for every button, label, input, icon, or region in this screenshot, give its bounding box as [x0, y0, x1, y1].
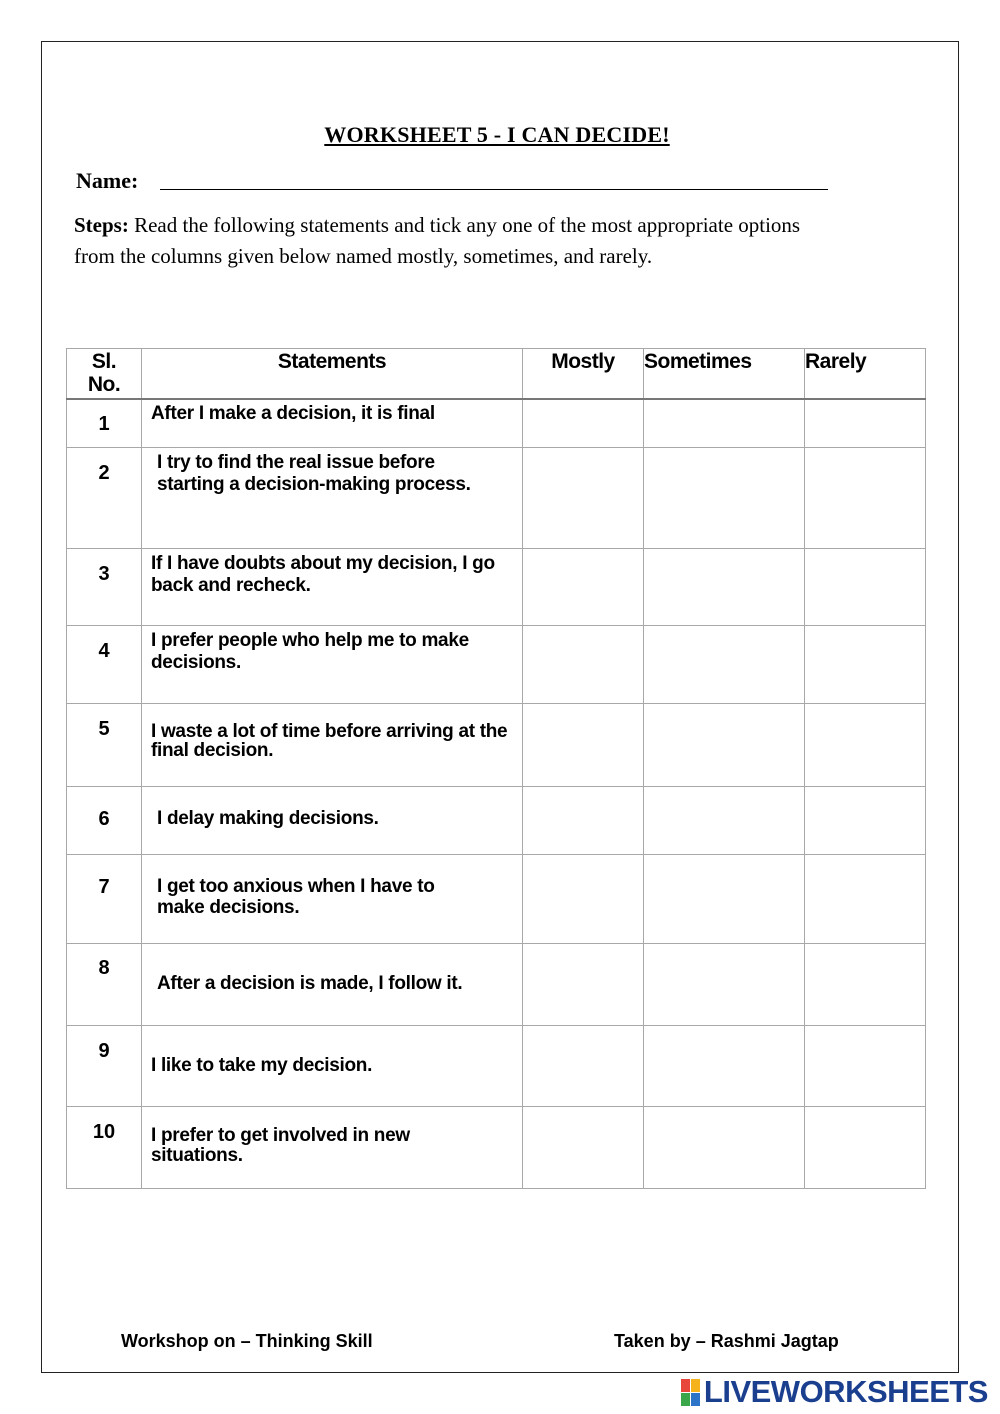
- row-statement: If I have doubts about my decision, I go back and recheck.: [142, 549, 523, 626]
- decision-table: [66, 348, 926, 1189]
- table-row: [67, 704, 926, 787]
- header-serial-line1: Sl.: [91, 350, 117, 373]
- row-number: 6: [67, 787, 142, 855]
- row-number: 10: [67, 1107, 142, 1189]
- tick-sometimes-cell[interactable]: [644, 944, 805, 1026]
- tick-mostly-cell[interactable]: [523, 855, 644, 944]
- tick-rarely-cell[interactable]: [805, 787, 926, 855]
- row-statement: I delay making decisions.: [142, 787, 523, 855]
- tick-mostly-cell[interactable]: [523, 399, 644, 448]
- tick-rarely-cell[interactable]: [805, 855, 926, 944]
- tick-rarely-cell[interactable]: [805, 1107, 926, 1189]
- tick-mostly-cell[interactable]: [523, 626, 644, 704]
- tick-mostly-cell[interactable]: [523, 549, 644, 626]
- footer-author: Taken by – Rashmi Jagtap: [614, 1331, 839, 1351]
- tick-sometimes-cell[interactable]: [644, 787, 805, 855]
- row-number: 2: [67, 448, 142, 549]
- header-sometimes: Sometimes: [644, 349, 805, 399]
- tick-sometimes-cell[interactable]: [644, 704, 805, 787]
- table-row: [67, 448, 926, 549]
- tick-rarely-cell[interactable]: [805, 1026, 926, 1107]
- row-statement: After a decision is made, I follow it.: [142, 944, 523, 1026]
- tick-rarely-cell[interactable]: [805, 549, 926, 626]
- tick-rarely-cell[interactable]: [805, 626, 926, 704]
- row-number: 7: [67, 855, 142, 944]
- tick-sometimes-cell[interactable]: [644, 399, 805, 448]
- tick-mostly-cell[interactable]: [523, 1107, 644, 1189]
- row-statement: I prefer people who help me to make decisions.: [142, 626, 523, 704]
- tick-mostly-cell[interactable]: [523, 704, 644, 787]
- row-number: 3: [67, 549, 142, 626]
- steps-label: Steps:: [74, 213, 129, 237]
- footer-workshop: Workshop on – Thinking Skill: [121, 1331, 373, 1351]
- name-field[interactable]: [160, 189, 828, 190]
- tick-mostly-cell[interactable]: [523, 1026, 644, 1107]
- table-row: [67, 549, 926, 626]
- steps-instructions: [74, 210, 834, 271]
- table-row: [67, 626, 926, 704]
- worksheet-title: WORKSHEET 5 - I CAN DECIDE!: [324, 122, 670, 147]
- name-label: Name:: [76, 168, 139, 193]
- liveworksheets-brand[interactable]: [681, 1374, 988, 1410]
- row-statement: I like to take my decision.: [142, 1026, 523, 1107]
- tick-sometimes-cell[interactable]: [644, 549, 805, 626]
- tick-rarely-cell[interactable]: [805, 448, 926, 549]
- tick-rarely-cell[interactable]: [805, 399, 926, 448]
- row-statement: I try to find the real issue before starting a decision-making process.: [142, 448, 523, 549]
- row-statement: I waste a lot of time before arriving at the final decision.: [142, 704, 523, 787]
- header-serial-number: [67, 349, 142, 399]
- tick-sometimes-cell[interactable]: [644, 448, 805, 549]
- table-row: [67, 944, 926, 1026]
- tick-mostly-cell[interactable]: [523, 448, 644, 549]
- header-statements: Statements: [142, 349, 523, 399]
- row-number: 4: [67, 626, 142, 704]
- tick-mostly-cell[interactable]: [523, 787, 644, 855]
- table-row: [67, 1026, 926, 1107]
- table-row: [67, 855, 926, 944]
- steps-text: Read the following statements and tick any one of the most appropriate options from the columns given below named mostly, sometimes, and rarely.: [74, 213, 801, 268]
- row-statement: I prefer to get involved in new situations.: [142, 1107, 523, 1189]
- tick-sometimes-cell[interactable]: [644, 855, 805, 944]
- row-statement: I get too anxious when I have to make decisions.: [142, 855, 523, 944]
- row-number: 5: [67, 704, 142, 787]
- row-number: 1: [67, 399, 142, 448]
- header-rarely: Rarely: [805, 349, 926, 399]
- tick-sometimes-cell[interactable]: [644, 1026, 805, 1107]
- table-row: [67, 399, 926, 448]
- tick-mostly-cell[interactable]: [523, 944, 644, 1026]
- table-row: [67, 787, 926, 855]
- header-mostly: Mostly: [523, 349, 644, 399]
- tick-rarely-cell[interactable]: [805, 944, 926, 1026]
- row-number: 9: [67, 1026, 142, 1107]
- row-number: 8: [67, 944, 142, 1026]
- tick-sometimes-cell[interactable]: [644, 1107, 805, 1189]
- tick-sometimes-cell[interactable]: [644, 626, 805, 704]
- tick-rarely-cell[interactable]: [805, 704, 926, 787]
- liveworksheets-logo-icon: [681, 1379, 700, 1406]
- header-serial-line2: No.: [87, 373, 121, 396]
- brand-name: LIVEWORKSHEETS: [703, 1374, 988, 1409]
- row-statement: After I make a decision, it is final: [142, 399, 523, 448]
- table-row: [67, 1107, 926, 1189]
